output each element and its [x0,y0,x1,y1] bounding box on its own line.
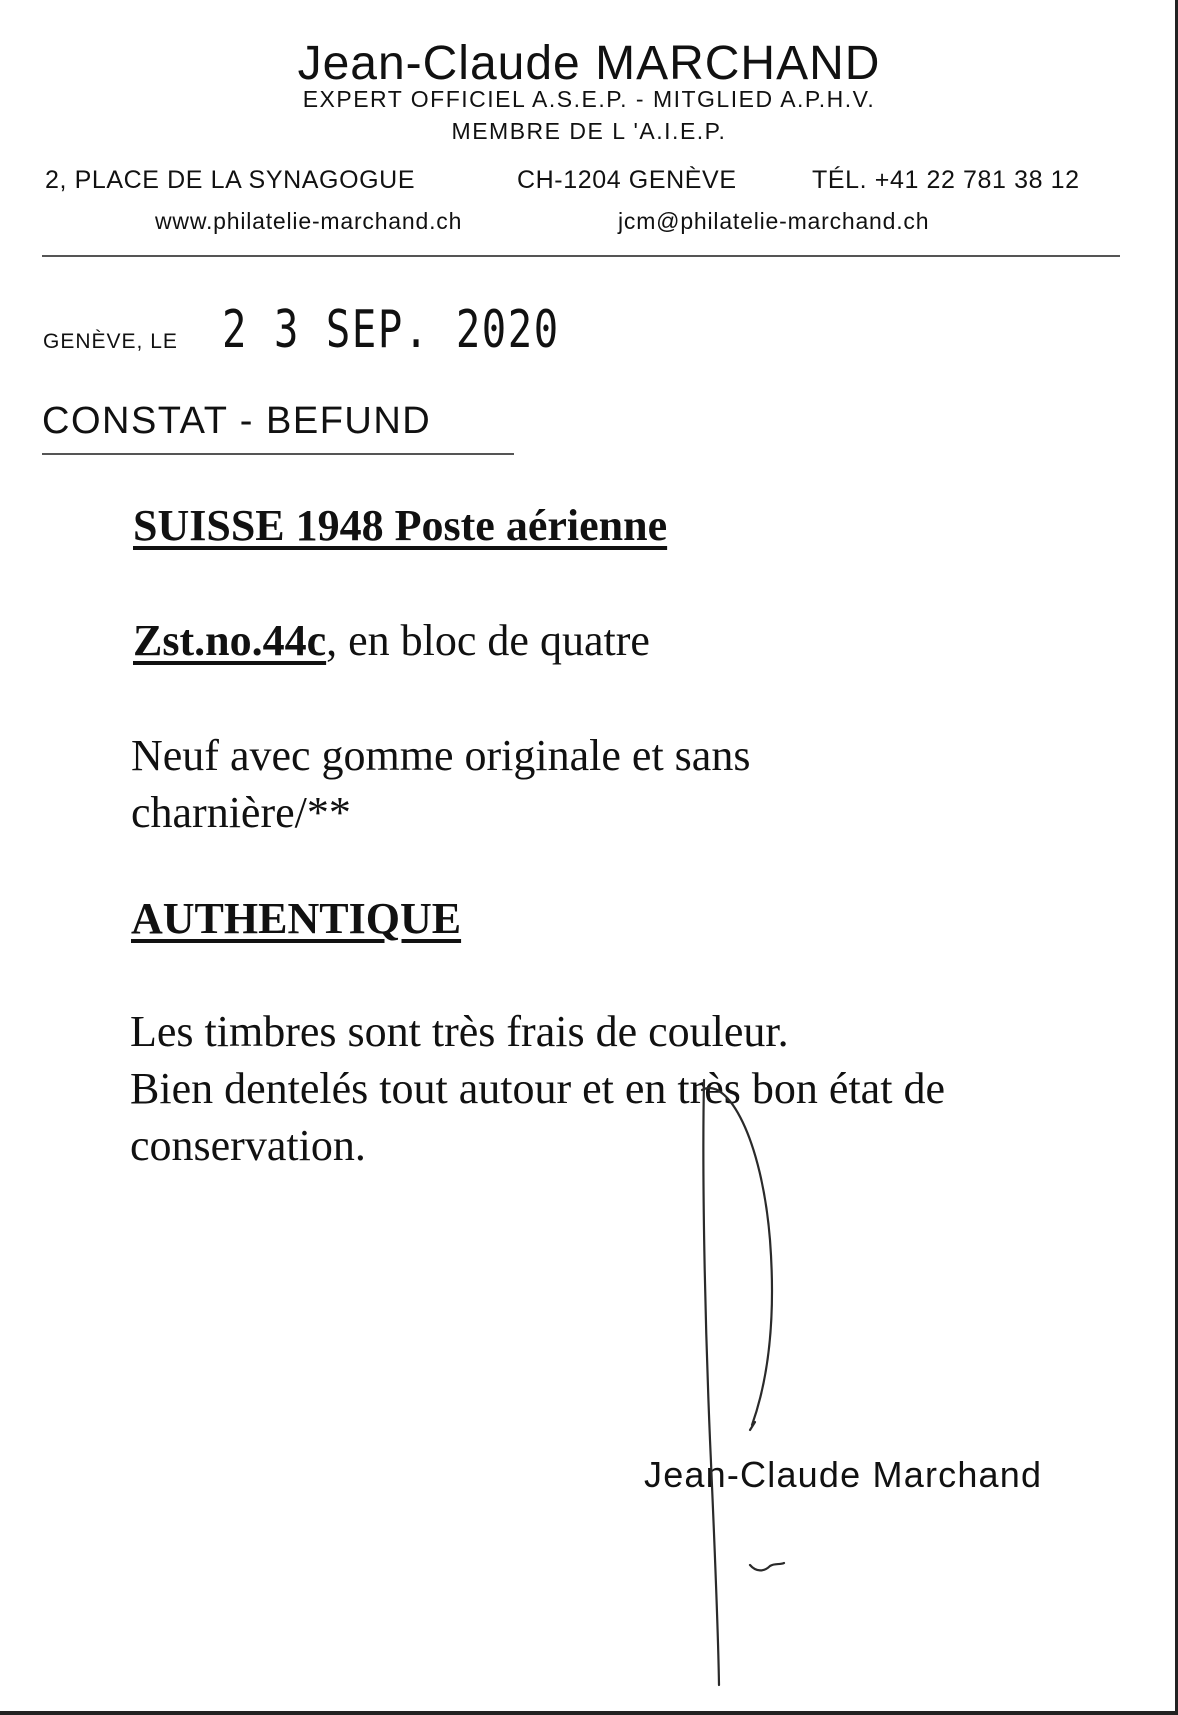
expert-name: Jean-Claude MARCHAND [297,37,881,90]
address: 2, PLACE DE LA SYNAGOGUE [45,166,416,194]
condition-line-2: charnière/** [131,788,351,837]
condition-line-1: Neuf avec gomme originale et sans [131,731,751,780]
catalog-suffix: , en bloc de quatre [326,616,650,665]
document-heading: CONSTAT - BEFUND [42,400,432,442]
catalog-line [133,612,650,669]
stamp-title: SUISSE 1948 Poste aérienne [133,501,668,550]
handwritten-signature-icon [680,1060,820,1700]
city: CH-1204 GENÈVE [517,166,737,194]
comment-line-2: Bien dentelés tout autour et en très bon état de [130,1064,945,1113]
expert-membership: MEMBRE DE L 'A.I.E.P. [451,118,727,144]
verdict: AUTHENTIQUE [131,894,462,943]
date-stamp: 2 3 SEP. 2020 [222,300,560,360]
signer-name: Jean-Claude Marchand [644,1454,1043,1495]
catalog-number: Zst.no.44c [133,616,327,665]
comment-line-1: Les timbres sont très frais de couleur. [130,1007,789,1056]
heading-underline [42,453,514,455]
expert-affiliations: EXPERT OFFICIEL A.S.E.P. - MITGLIED A.P.H.V. [302,86,876,112]
phone: TÉL. +41 22 781 38 12 [812,166,1080,194]
comment-line-3: conservation. [130,1121,366,1170]
date-place: GENÈVE, LE [43,330,178,353]
letterhead-divider [42,255,1120,257]
website: www.philatelie-marchand.ch [155,208,463,234]
email: jcm@philatelie-marchand.ch [618,208,930,234]
